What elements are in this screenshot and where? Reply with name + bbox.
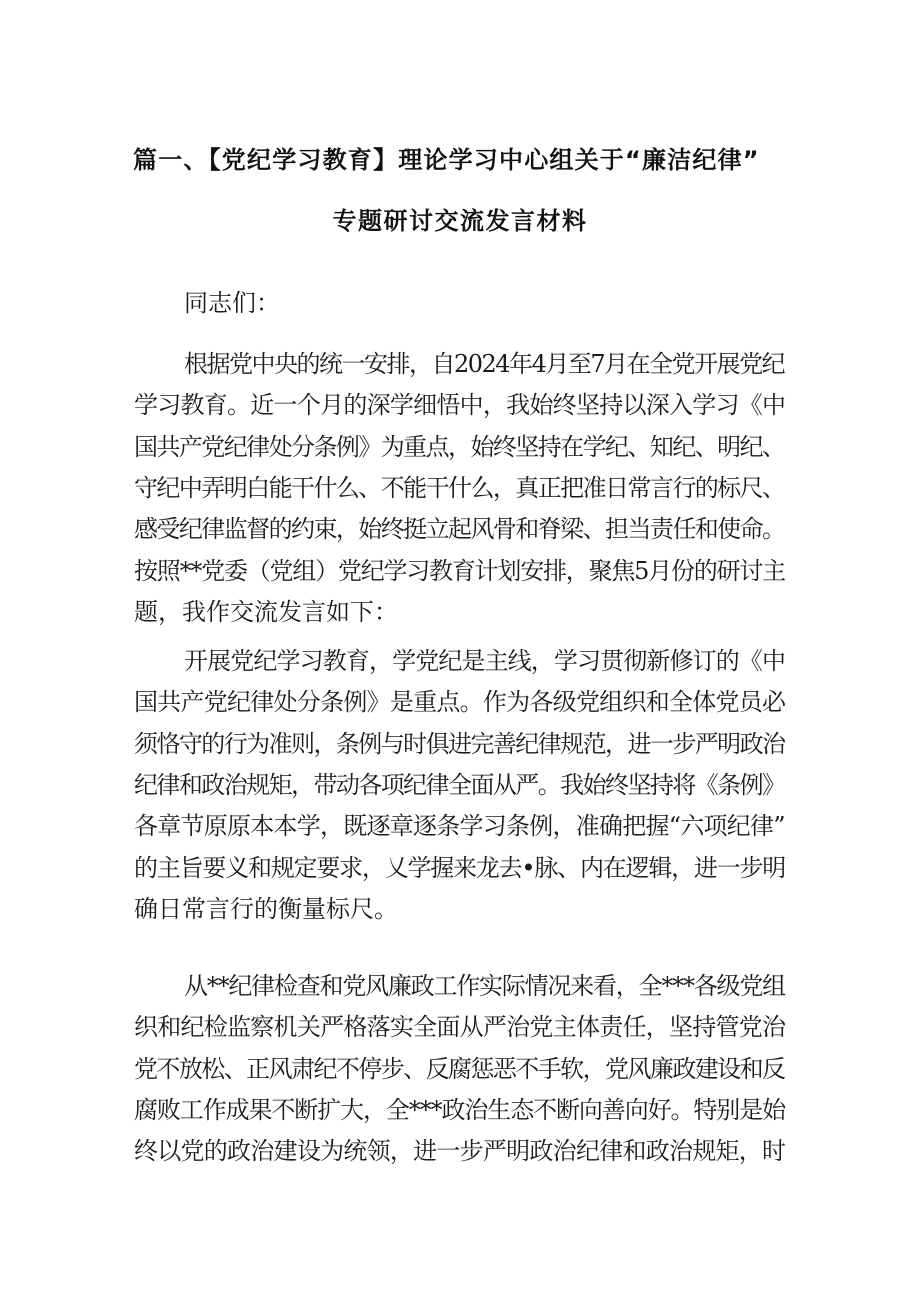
paragraph-line: 纪律和政治规矩，带动各项纪律全面从严。我始终坚持将《条例》 xyxy=(134,771,785,799)
paragraph-line: 学习教育。近一个月的深学细悟中，我始终坚持以深入学习《中 xyxy=(134,391,786,419)
paragraph-line: 终以党的政治建设为统领，进一步严明政治纪律和政治规矩，时 xyxy=(134,1137,786,1165)
paragraph-line: 党不放松、正风肃纪不停步、反腐惩恶不手软，党风廉政建设和反 xyxy=(134,1055,785,1083)
document-title-line-2: 专题研讨交流发言材料 xyxy=(332,207,588,235)
paragraph-line: 的主旨要义和规定要求，乂学握来龙去•脉、内在逻辑，进一步明 xyxy=(134,854,786,882)
paragraph-line: 织和纪检监察机关严格落实全面从严治党主体责任，坚持管党治 xyxy=(134,1013,786,1041)
paragraph-line: 感受纪律监督的约束，始终挺立起风骨和脊梁、担当责任和使命。 xyxy=(134,515,785,543)
paragraph-line: 守纪中弄明白能干什么、不能干什么，真正把准日常言行的标尺、 xyxy=(134,474,785,502)
paragraph-line: 国共产党纪律处分条例》是重点。作为各级党组织和全体党员必 xyxy=(134,688,786,716)
paragraph-line: 按照**党委（党组）党纪学习教育计划安排，聚焦5月份的研讨主 xyxy=(134,557,785,585)
paragraph-line: 各章节原原本本学，既逐章逐条学习条例，准确把握“六项纪律” xyxy=(134,812,785,840)
paragraph-line: 须恪守的行为准则，条例与时俱进完善纪律规范，进一步严明政治 xyxy=(134,730,785,758)
paragraph-line: 开展党纪学习教育，学党纪是主线，学习贯彻新修订的《中 xyxy=(184,647,786,675)
paragraph-line: 腐败工作成果不断扩大，全***政治生态不断向善向好。特别是始 xyxy=(134,1096,785,1124)
document-title-line-1: 篇一、【党纪学习教育】理论学习中心组关于“廉洁纪律” xyxy=(133,146,760,174)
salutation: 同志们： xyxy=(184,289,280,317)
paragraph-line: 题，我作交流发言如下： xyxy=(134,598,398,626)
paragraph-line: 从**纪律检查和党风廉政工作实际情况来看，全***各级党组 xyxy=(184,972,785,1000)
paragraph-line: 根据党中央的统一安排，自2024年4月至7月在全党开展党纪 xyxy=(184,350,785,378)
paragraph-line: 国共产党纪律处分条例》为重点，始终坚持在学纪、知纪、明纪、 xyxy=(134,433,785,461)
paragraph-line: 确日常言行的衡量标尺。 xyxy=(134,895,398,923)
